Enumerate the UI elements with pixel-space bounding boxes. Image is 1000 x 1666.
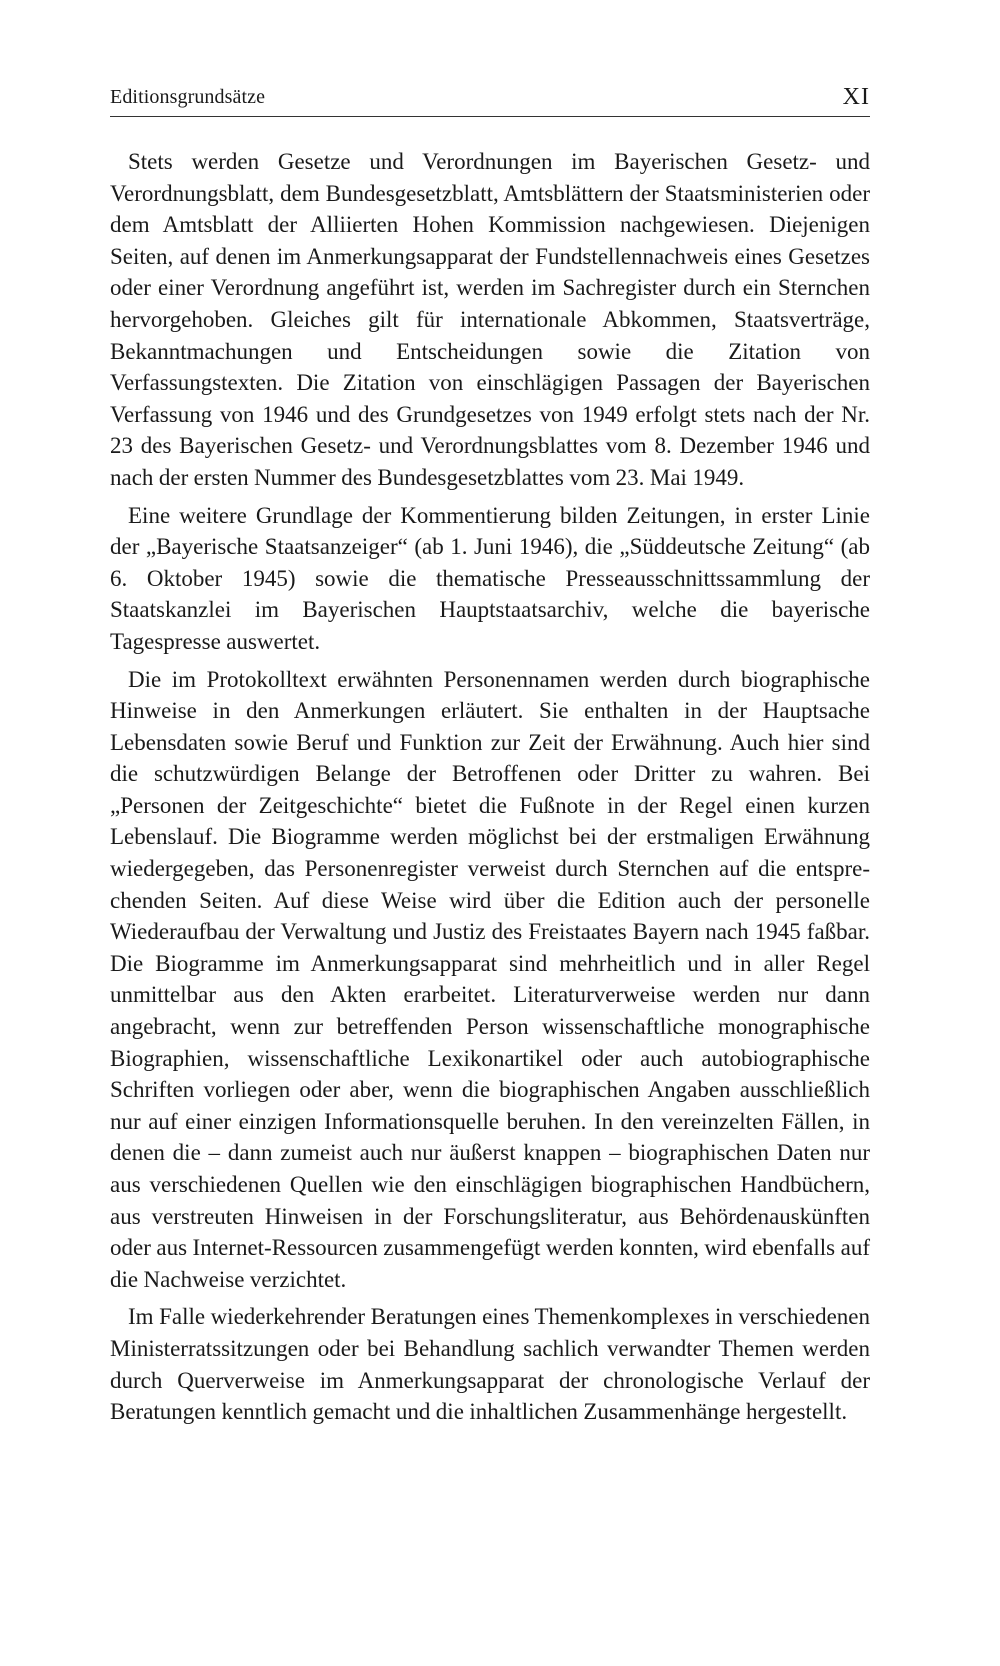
paragraph-newspapers: Eine weitere Grundlage der Kommentierung bilden Zeitungen, in erster Linie der „Bayerische Staatsanzeiger“ (ab 1. Juni 1946), die „Süddeutsche Zeitung“ (ab 6. Oktober 1945) sowie die thematische Presseausschnittssammlung der Staatskanzlei im Bayerischen Hauptstaatsarchiv, welche die bayerische Tagespresse auswertet. [110, 502, 870, 654]
running-header [110, 82, 870, 117]
body-text [110, 146, 870, 1434]
page-number: XI [842, 84, 870, 110]
paragraph-cross-references: Im Falle wiederkehrender Beratungen eines Themenkomplexes in verschiedenen Ministerratssitzungen oder bei Behandlung sachlich verwandter Themen werden durch Querverweise im Anmerkungsapparat der chronologische Verlauf der Beratungen kenntlich gemacht und die inhaltlichen Zusammenhänge hergestellt. [110, 1304, 870, 1425]
paragraph-sources: Stets werden Gesetze und Verordnungen im Bayerischen Gesetz- und Verordnungsblatt, dem Bundesgesetzblatt, Amtsblättern der Staatsministerien oder dem Amtsblatt der Alliierten Hohen Kommission nachgewiesen. Diejenigen Seiten, auf denen im Anmerkungsapparat der Fundstellennachweis eines Gesetzes oder einer Verordnung angeführt ist, werden im Sachregister durch ein Sternchen hervorgehoben. Gleiches gilt für internationale Abkommen, Staatsverträge, Bekanntmachungen und Entscheidungen sowie die Zitation von Verfassungstexten. Die Zitation von einschlägigen Passagen der Bayerischen Verfassung von 1946 und des Grundgesetzes von 1949 erfolgt stets nach der Nr. 23 des Bayerischen Gesetz- und Verordnungsblattes vom 8. Dezember 1946 und nach der ersten Nummer des Bundesgesetzblattes vom 23. Mai 1949. [110, 149, 870, 490]
paragraph-biographies: Die im Protokolltext erwähnten Personennamen werden durch biographische Hinweise in den Anmerkungen erläutert. Sie enthalten in der Hauptsache Lebensdaten sowie Beruf und Funktion zur Zeit der Erwähnung. Auch hier sind die schutzwürdigen Belange der Betroffenen oder Dritter zu wahren. Bei „Personen der Zeitgeschichte“ bietet die Fußnote in der Regel einen kurzen Lebenslauf. Die Biogramme werden möglichst bei der erstmaligen Erwähnung wiedergegeben, das Personenregister verweist durch Sternchen auf die entsprechenden Seiten. Auf diese Weise wird über die Edition auch der personelle Wiederaufbau der Verwaltung und Justiz des Freistaates Bayern nach 1945 faßbar. Die Biogramme im Anmerkungsapparat sind mehrheitlich und in aller Regel unmittelbar aus den Akten erarbeitet. Literaturverweise werden nur dann angebracht, wenn zur betreffenden Person wissenschaftliche monographische Biographien, wissenschaftliche Lexikonartikel oder auch autobiographische Schriften vorliegen oder aber, wenn die biographischen Angaben ausschließlich nur auf einer einzigen Informationsquelle beruhen. In den vereinzelten Fällen, in denen die – dann zumeist auch nur äußerst knappen – biographischen Daten nur aus verschiedenen Quellen wie den einschlägigen biographischen Handbüchern, aus verstreuten Hinweisen in der Forschungsliteratur, aus Behördenauskünften oder aus Internet-Ressourcen zusammengefügt werden konnten, wird ebenfalls auf die Nachweise verzichtet. [110, 666, 870, 1292]
running-title: Editionsgrundsätze [110, 86, 266, 108]
